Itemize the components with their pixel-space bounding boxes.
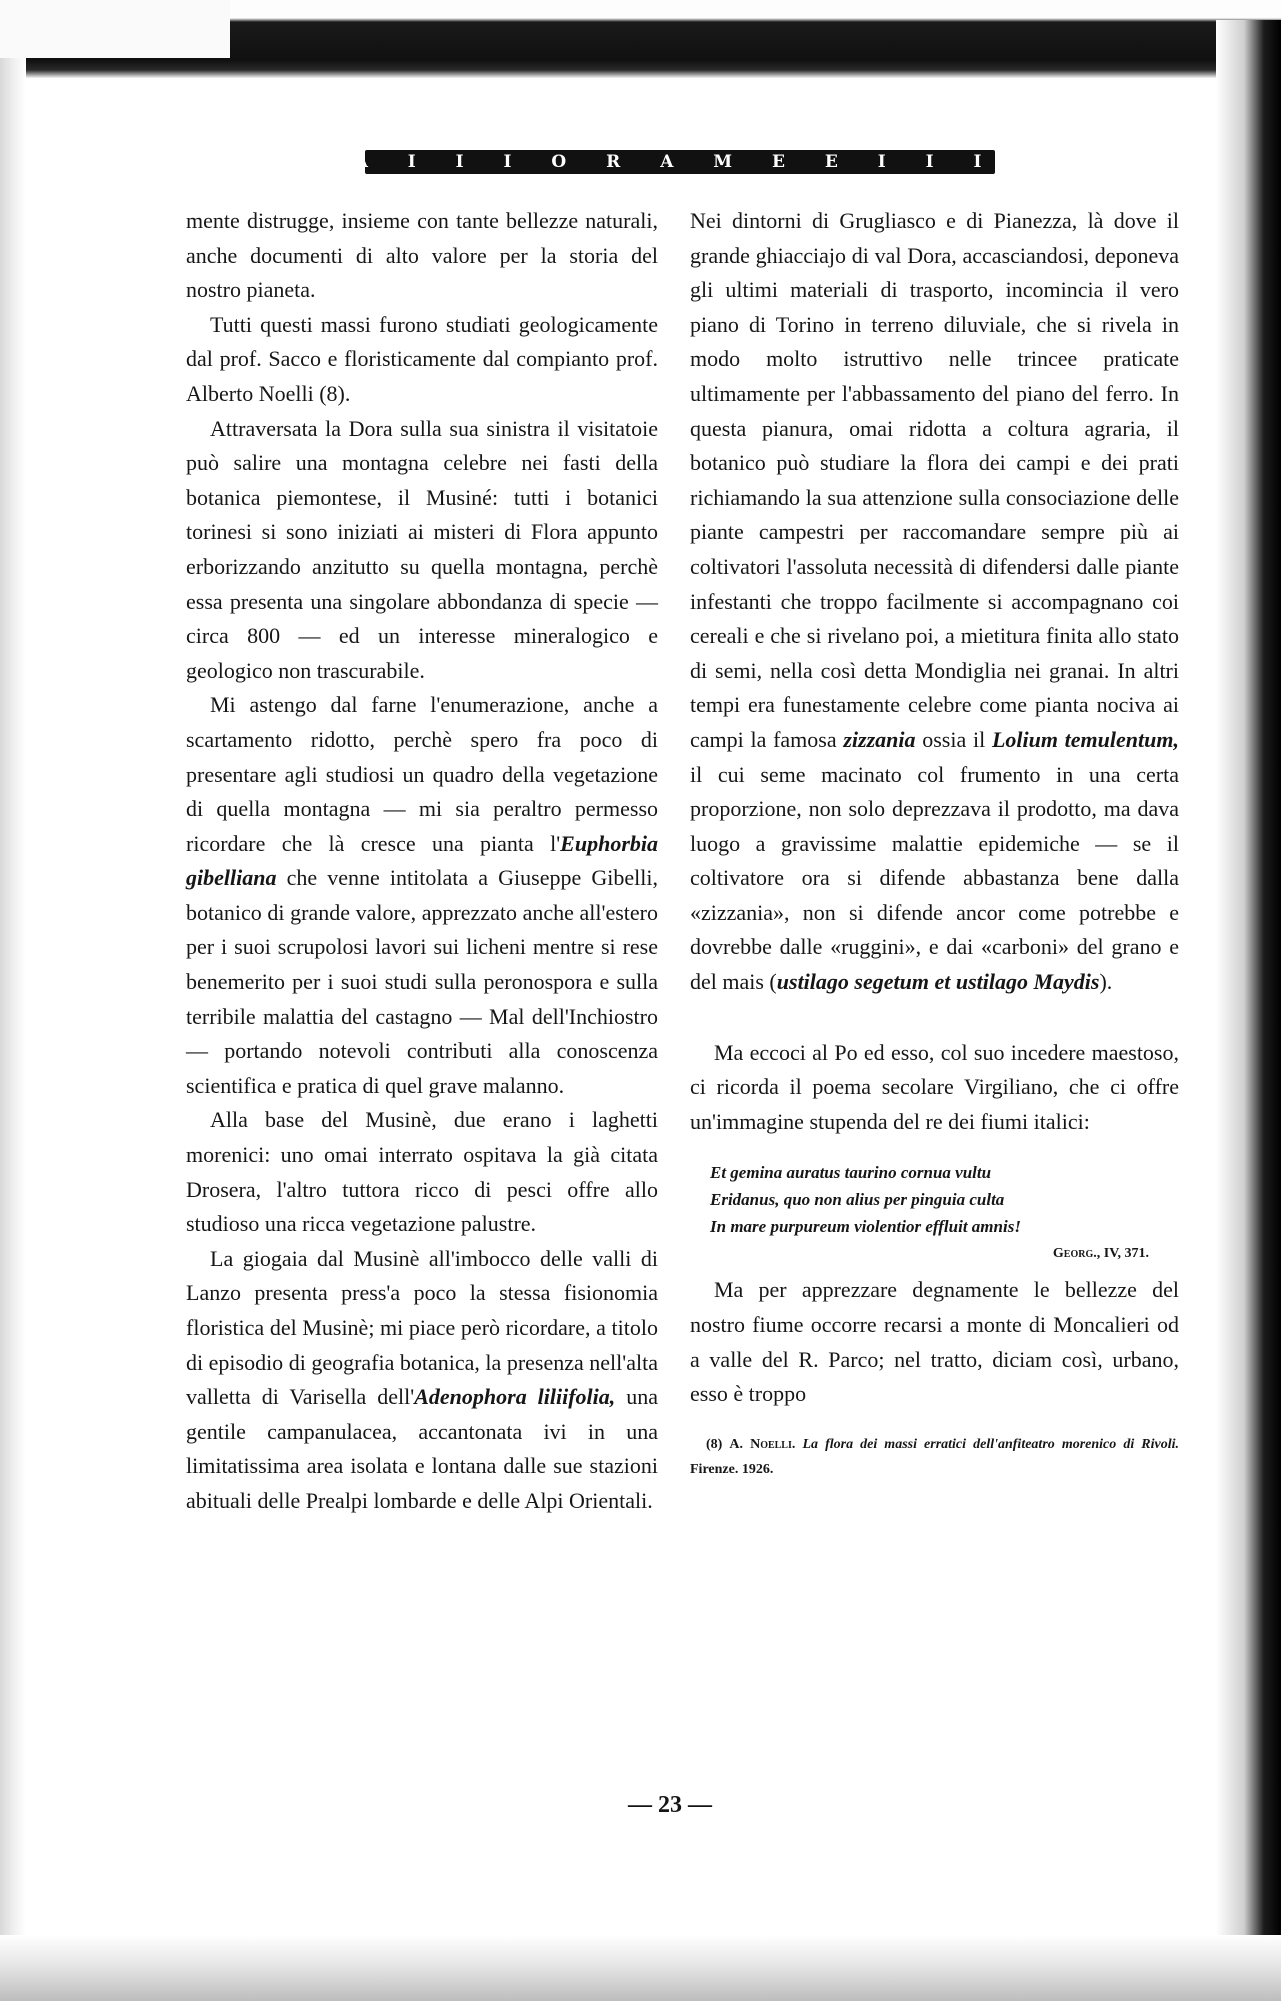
paragraph: Ma per apprezzare degnamente le bellezze del nostro fiume occorre recarsi a monte di Moncalieri od a valle del R. Parco; nel tratto, diciam così, urbano, esso è troppo [690,1277,1179,1407]
scan-bottom-edge [0,1935,1281,2001]
verse-quote [710,1159,1179,1267]
paragraph [690,204,1179,1000]
text-run: ). [1099,969,1113,995]
running-header-text: I A I I I O R A M E E I I I K [306,152,1054,172]
footnote-marker: (8) [706,1436,723,1452]
paragraph: Attraversata la Dora sulla sua sinistra il visitatoie può salire una montagna celebre nei fasti della botanica piemontese, il Musiné: tutti i botanici torinesi si sono iniziati ai misteri di Flora appunto erborizzando anzitutto su quella montagna, perchè essa presenta una singolare abbondanza di specie — circa 800 — ed un interesse mineralogico e geologico non trascurabile. [186,415,658,683]
right-column [690,204,1179,1482]
footnote-title: La flora dei massi erratici dell'anfiteatro morenico di Rivoli. [802,1436,1180,1452]
text-run: ossia il [915,726,992,752]
verse-line: Eridanus, quo non alius per pinguia culta [710,1190,1005,1210]
species-name: zizzania [843,726,916,752]
footnote [690,1432,1179,1482]
scan-right-edge [1216,20,1281,2001]
footnote-place: Firenze. 1926. [690,1461,774,1477]
scan-left-edge [0,58,26,2001]
species-name: Adenophora liliifolia, [414,1384,616,1410]
paragraph: mente distrugge, insieme con tante bellezze naturali, anche documenti di alto valore per la storia del nostro pianeta. [186,208,658,303]
text-run: Nei dintorni di Grugliasco e di Pianezza, là dove il grande ghiacciajo di val Dora, accasciandosi, deponeva gli ultimi materiali di trasporto, incomincia il vero piano di Torino in terreno diluviale, che si rivela in modo molto istruttivo nelle trincee praticate ultimamente per l'abbassamento del piano del ferro. In questa pianura, omai ridotta a coltura agraria, il botanico può studiare la flora dei campi e dei prati richiamando la sua attenzione sulla consociazione delle piante campestri per raccomandare sempre più ai coltivatori l'assoluta necessità di difendersi dalle piante infestanti che troppo facilmente si accompagnano coi cereali e che si rivelano poi, a mietitura finita allo stato di semi, nella così detta Mondiglia nei granai. In altri tempi era funestamente celebre come pianta nociva ai campi la famosa [690,208,1179,752]
species-name: ustilago segetum et ustilago Maydis [776,969,1100,995]
text-run: La giogaia dal Musinè all'imbocco delle valli di Lanzo presenta press'a poco la stessa fisionomia floristica del Musinè; mi piace però ricordare, a titolo di episodio di geografia botanica, la presenza nell'alta valletta di Varisella dell' [186,1245,658,1410]
page-number: — 23 — [628,1792,712,1818]
footnote-author: A. Noelli. [729,1436,796,1452]
species-name: Euphorbia gibelliana [186,830,658,891]
verse-line: In mare purpureum violentior effluit amnis! [710,1217,1021,1237]
paragraph [186,688,658,1103]
text-run: che venne intitolata a Giuseppe Gibelli, botanico di grande valore, apprezzato anche all'estero per i suoi scrupolosi lavori sui licheni mentre si rese benemerito per i suoi studi sulla peronospora e sulla terribile malattia del castagno — Mal dell'Inchiostro — portando notevoli contributi alla conoscenza scientifica e pratica di quel grave malanno. [186,865,658,1098]
scan-corner [0,0,230,58]
paragraph [186,1242,658,1519]
verse-line: Et gemina auratus taurino cornua vultu [710,1163,992,1183]
text-run: una gentile campanulacea, accantonata ivi in una limitatissima area isolata e lontana dalle sue stazioni abituali delle Prealpi lombarde e delle Alpi Orientali. [186,1384,658,1513]
paragraph: Alla base del Musinè, due erano i laghetti morenici: uno omai interrato ospitava la già citata Drosera, l'altro tuttora ricco di pesci offre allo studioso una ricca vegetazione palustre. [186,1107,658,1237]
text-run: Mi astengo dal farne l'enumerazione, anche a scartamento ridotto, perchè spero fra poco di presentare agli studiosi un quadro della vegetazione di quella montagna — mi sia peraltro permesso ricordare che là cresce una pianta l' [186,692,658,856]
running-header [306,150,1054,174]
text-run: il cui seme macinato col frumento in una certa proporzione, non solo deprezzava il prodotto, ma dava luogo a gravissime malattie epidemiche — se il coltivatore ora si difende abbastanza bene dalla «zizzania», non si difende ancor come potrebbe e dovrebbe dalle «ruggini», e dai «carboni» del grano e del mais ( [690,761,1179,995]
left-column [186,204,658,1519]
paragraph: Tutti questi massi furono studiati geologicamente dal prof. Sacco e floristicamente dal compianto prof. Alberto Noelli (8). [186,311,658,406]
species-name: Lolium temulentum, [991,726,1179,752]
verse-citation: Georg., IV, 371. [1052,1246,1149,1262]
paragraph: Ma eccoci al Po ed esso, col suo incedere maestoso, ci ricorda il poema secolare Virgiliano, che ci offre un'immagine stupenda del re dei fiumi italici: [690,1039,1179,1134]
